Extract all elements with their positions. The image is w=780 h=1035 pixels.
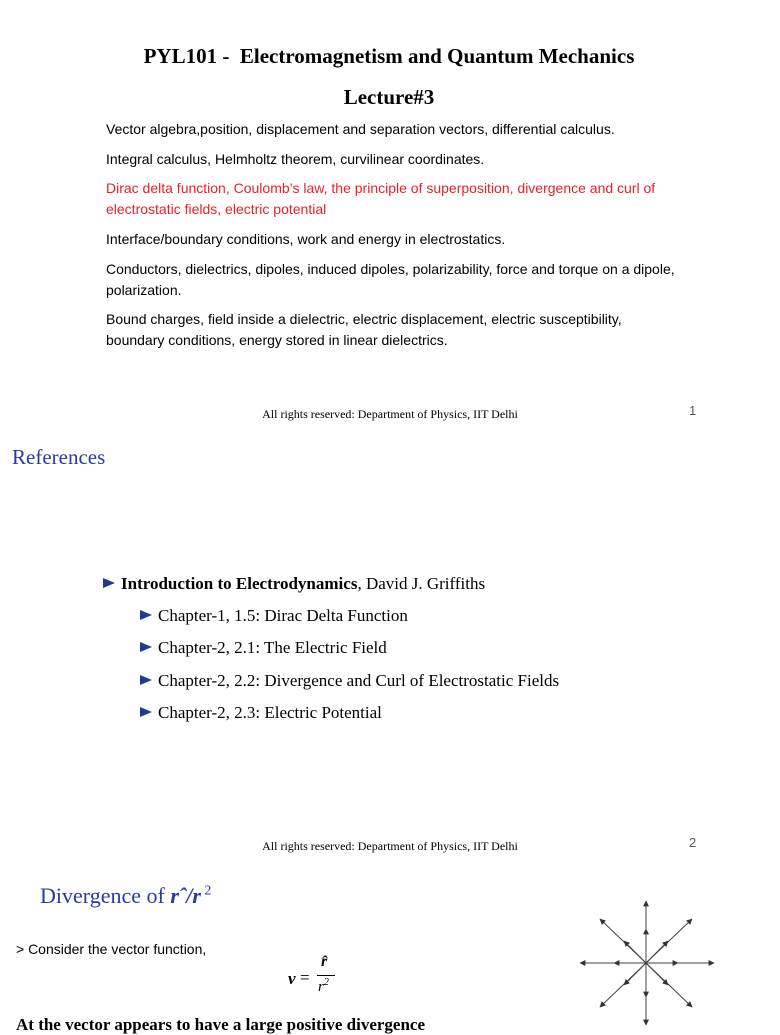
course-title: PYL101 - Electromagnetism and Quantum Mechanics [143,44,635,68]
triangle-right-icon [140,707,152,717]
slide-3 [0,861,768,1034]
references-title: References [12,445,106,469]
slide-footer: All rights reserved: Department of Physics, IIT Delhi [262,407,518,421]
title-prefix: Divergence of [40,883,171,908]
chapter-label: Chapter-1, 1.5: Dirac Delta Function [158,606,408,625]
triangle-right-icon [140,610,152,620]
chapter-item [140,671,559,691]
topic-item: Vector algebra,position, displacement and separation vectors, differential calculus. [106,121,615,137]
slide-1 [0,0,768,431]
topic-item: Conductors, dielectrics, dipoles, induced dipoles, polarizability, force and torque on a dipole, polarization. [106,261,675,298]
chapter-item [140,606,408,626]
title-slash: / [186,883,193,908]
title-r: r [192,883,201,908]
chapter-item [140,703,382,723]
title-exponent: 2 [200,883,212,899]
slide-2 [0,431,768,861]
chapter-item [140,638,387,658]
cutoff-text: At the vector appears to have a large positive divergence [16,1015,426,1034]
divergence-title [40,883,211,909]
chapter-label: Chapter-2, 2.1: The Electric Field [158,638,387,657]
book-title: Introduction to Electrodynamics [121,574,358,593]
radial-vector-field-icon [578,899,718,1029]
consider-bullet: > Consider the vector function, [16,941,207,957]
equation-lhs: v [288,969,296,988]
topic-item: Bound charges, field inside a dielectric, electric displacement, electric susceptibility, boundary conditions, energy stored in linear dielectrics. [106,311,622,348]
denominator-base: r [318,979,324,995]
denominator-exponent: 2 [323,977,329,988]
triangle-right-icon [140,642,152,652]
topic-item-highlighted: Dirac delta function, Coulomb’s law, the principle of superposition, divergence and curl of electrostatic fields, electric potential [106,180,656,217]
slide-footer: All rights reserved: Department of Physics, IIT Delhi [262,839,518,853]
equation-denominator [318,977,329,996]
chapter-label: Chapter-2, 2.2: Divergence and Curl of Electrostatic Fields [158,671,560,690]
fraction-bar [317,975,335,976]
triangle-right-icon [140,675,152,685]
page-number: 2 [689,835,697,850]
lecture-title: Lecture#3 [343,85,435,109]
title-vector: r [170,883,179,908]
topic-item: Integral calculus, Helmholtz theorem, curvilinear coordinates. [106,151,485,167]
triangle-right-icon [103,578,115,588]
equation-numerator: r̂ [321,953,328,970]
topic-item: Interface/boundary conditions, work and energy in electrostatics. [106,231,506,247]
book-reference [103,574,485,594]
chapter-label: Chapter-2, 2.3: Electric Potential [158,703,382,722]
page-number: 1 [689,403,697,418]
book-author: , David J. Griffiths [357,574,486,593]
equation-equals: = [300,968,310,987]
title-hat: ˆ [178,883,187,908]
